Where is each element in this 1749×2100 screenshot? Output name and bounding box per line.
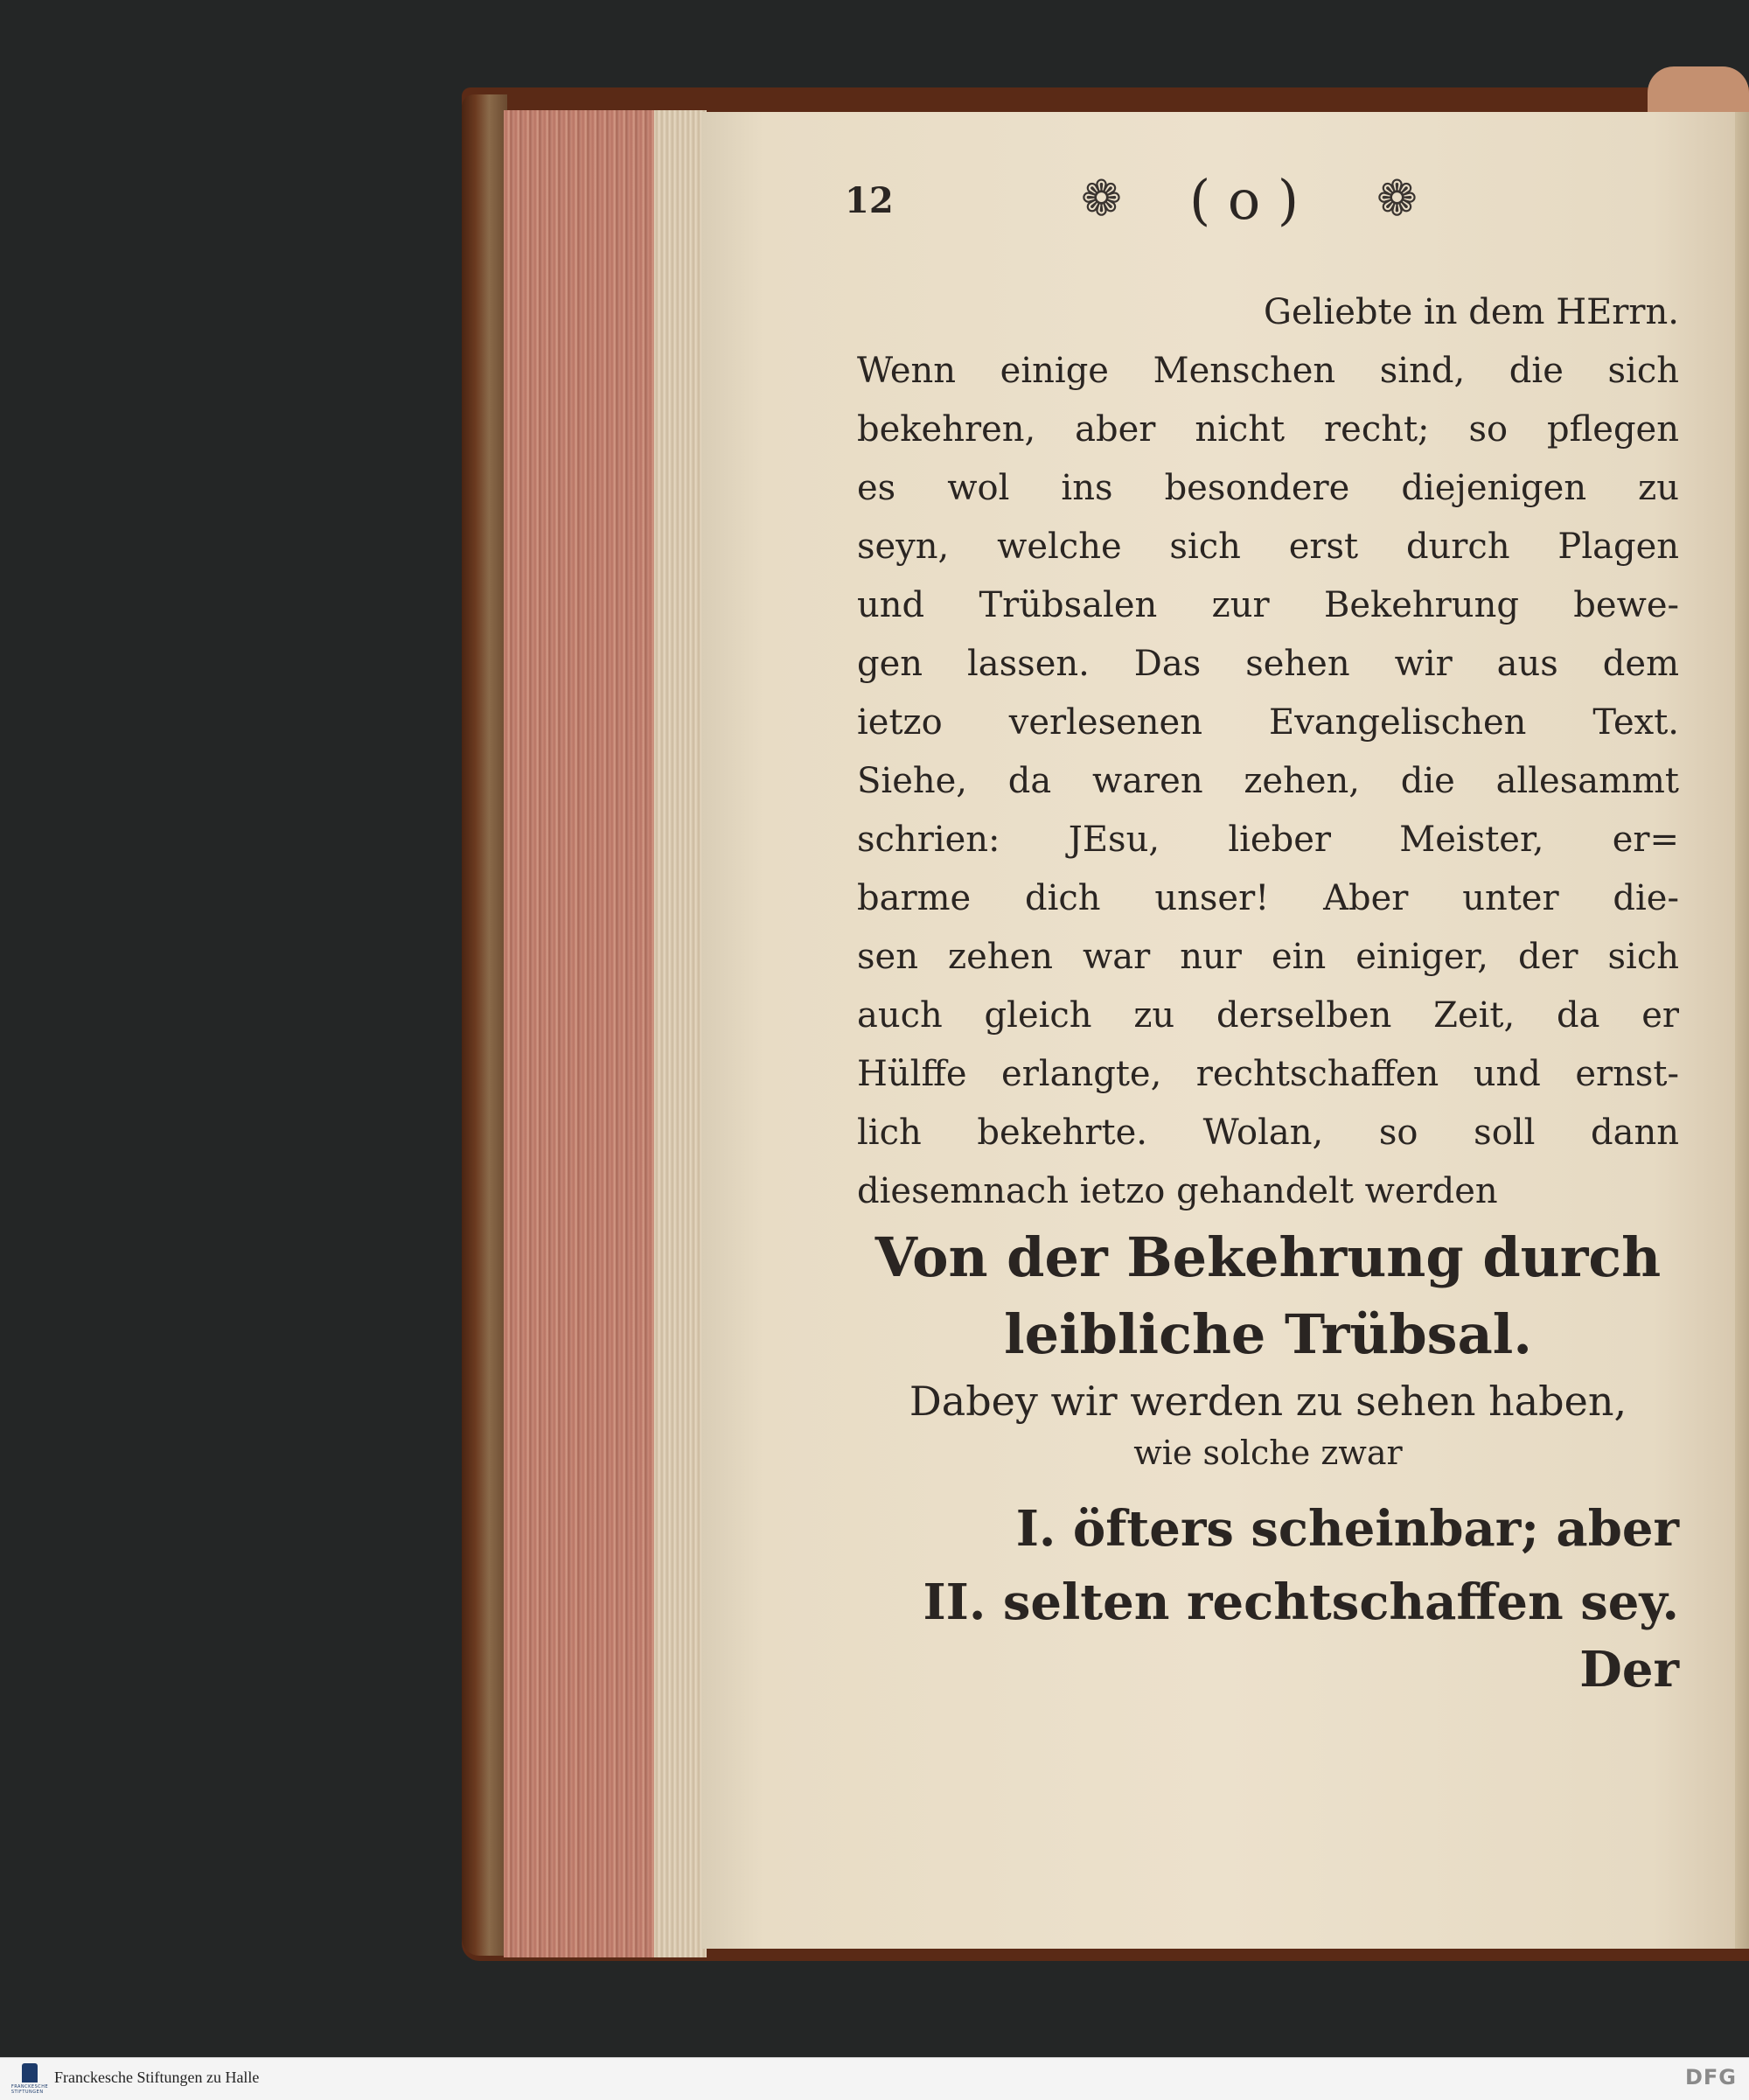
- header-mark: ( o ): [1189, 168, 1300, 232]
- point-one: I. öfters scheinbar; aber: [1015, 1500, 1679, 1558]
- text-line: bekehren, aber nicht recht; so pflegen: [857, 409, 1679, 450]
- text-line: Siehe, da waren zehen, die allesammt: [857, 761, 1679, 801]
- text-line: diesemnach ietzo gehandelt werden: [857, 1171, 1498, 1211]
- text-line: sen zehen war nur ein einiger, der sich: [857, 937, 1679, 977]
- page-curl: [1648, 66, 1749, 115]
- subheading-line-2: wie solche zwar: [1133, 1434, 1403, 1472]
- page-edges: [504, 110, 707, 1957]
- text-line: schrien: JEsu, lieber Meister, er=: [857, 820, 1679, 860]
- body-text: [857, 283, 1679, 1221]
- page-number: 12: [845, 180, 894, 221]
- text-line: es wol ins besondere diejenigen zu: [857, 468, 1679, 508]
- text-line: Hülffe erlangte, rechtschaffen und ernst-: [857, 1054, 1679, 1094]
- page-right-edge: [1735, 112, 1749, 1949]
- heading-line-1: Von der Bekehrung durch: [874, 1225, 1662, 1289]
- sermon-points: [857, 1492, 1679, 1700]
- text-line: lich bekehrte. Wolan, so soll dann: [857, 1113, 1679, 1153]
- sermon-heading: [857, 1219, 1679, 1476]
- subheading-line-1: Dabey wir werden zu sehen haben,: [909, 1378, 1627, 1425]
- text-line: seyn, welche sich erst durch Plagen: [857, 527, 1679, 567]
- point-two: II. selten rechtschaffen sey.: [923, 1573, 1679, 1631]
- text-line: ietzo verlesenen Evangelischen Text.: [857, 702, 1679, 743]
- catchword: Der: [1579, 1641, 1679, 1699]
- logo-building-icon: [22, 2063, 38, 2083]
- institution-logo[interactable]: [12, 2062, 47, 2097]
- header-ornament-left-icon: ❁: [1081, 171, 1122, 227]
- text-line: Wenn einige Menschen sind, die sich: [857, 351, 1679, 391]
- logo-wordmark: FRANCKESCHE STIFTUNGEN: [10, 2084, 49, 2095]
- text-line: Geliebte in dem HErrn.: [1264, 292, 1679, 332]
- footer-bar: [0, 2057, 1749, 2100]
- text-line: gen lassen. Das sehen wir aus dem: [857, 644, 1679, 684]
- institution-name: Franckesche Stiftungen zu Halle: [54, 2069, 260, 2086]
- book-spine: [462, 94, 507, 1956]
- heading-line-2: leibliche Trübsal.: [1004, 1302, 1532, 1366]
- dfg-badge[interactable]: DFG: [1684, 2065, 1737, 2090]
- text-line: auch gleich zu derselben Zeit, da er: [857, 995, 1679, 1036]
- text-line: barme dich unser! Aber unter die-: [857, 878, 1679, 918]
- header-ornament-right-icon: ❁: [1376, 171, 1418, 227]
- text-line: und Trübsalen zur Bekehrung bewe-: [857, 585, 1679, 625]
